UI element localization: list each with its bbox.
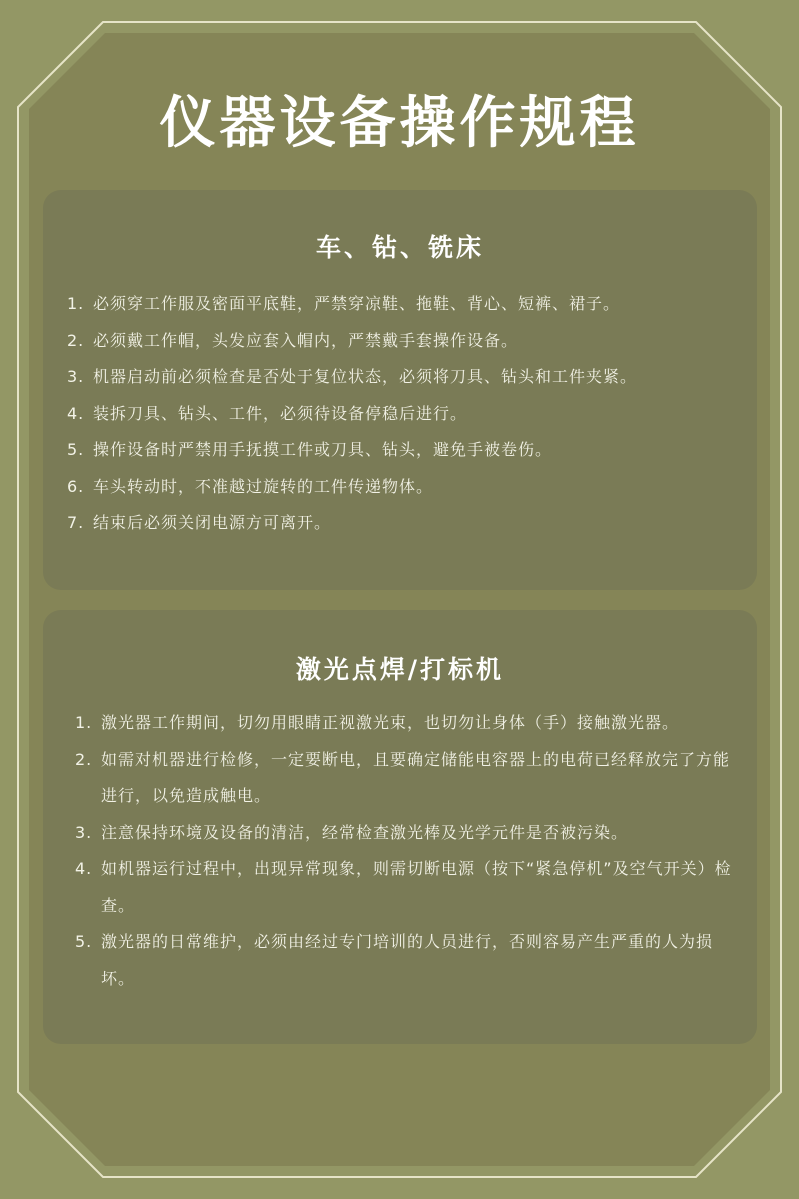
rule-item — [67, 396, 737, 433]
rule-text: 激光器工作期间，切勿用眼睛正视激光束，也切勿让身体（手）接触激光器。 — [101, 713, 680, 732]
rule-item — [67, 505, 737, 542]
rule-item — [75, 705, 740, 742]
rule-number: 6. — [67, 476, 85, 496]
rule-text: 车头转动时，不准越过旋转的工件传递物体。 — [93, 476, 434, 496]
rule-item — [67, 469, 737, 506]
section-heading: 激光点焊/打标机 — [295, 655, 505, 684]
rule-item — [67, 359, 737, 396]
rule-number: 1. — [75, 713, 93, 732]
rule-number: 3. — [75, 822, 93, 842]
rule-item — [67, 323, 737, 360]
rule-number: 7. — [67, 513, 85, 532]
rule-number: 4. — [75, 859, 93, 878]
section-card-lathe — [43, 190, 757, 590]
rule-text: 激光器的日常维护，必须由经过专门培训的人员进行，否则容易产生严重的人为损坏。 — [101, 932, 714, 988]
rule-item — [75, 742, 740, 815]
rule-item — [67, 432, 737, 469]
rule-list — [67, 286, 737, 542]
rule-number: 2. — [75, 749, 93, 769]
rule-item — [75, 851, 740, 924]
rule-text: 必须穿工作服及密面平底鞋，严禁穿凉鞋、拖鞋、背心、短裤、裙子。 — [93, 294, 621, 313]
rule-number: 2. — [67, 330, 85, 350]
rule-text: 机器启动前必须检查是否处于复位状态，必须将刀具、钻头和工件夹紧。 — [93, 367, 638, 386]
rule-item — [75, 815, 740, 852]
rule-number: 5. — [67, 440, 85, 459]
rule-text: 必须戴工作帽，头发应套入帽内，严禁戴手套操作设备。 — [93, 330, 519, 350]
rule-list — [75, 705, 740, 997]
rule-text: 装拆刀具、钻头、工件，必须待设备停稳后进行。 — [93, 403, 468, 423]
rule-item — [75, 924, 740, 997]
section-heading: 车、钻、铣床 — [315, 233, 484, 262]
rule-number: 1. — [67, 294, 85, 313]
rule-text: 注意保持环境及设备的清洁，经常检查激光棒及光学元件是否被污染。 — [101, 822, 629, 842]
rule-item — [67, 286, 737, 323]
rule-text: 结束后必须关闭电源方可离开。 — [93, 513, 332, 532]
rule-text: 操作设备时严禁用手抚摸工件或刀具、钻头，避免手被卷伤。 — [93, 440, 553, 459]
page-title: 仪器设备操作规程 — [159, 90, 640, 156]
rule-number: 3. — [67, 367, 85, 386]
rule-text: 如需对机器进行检修，一定要断电，且要确定储能电容器上的电荷已经释放完了方能进行，以免造成触电。 — [101, 749, 731, 805]
rule-text: 如机器运行过程中，出现异常现象，则需切断电源（按下“紧急停机”及空气开关）检查。 — [101, 859, 732, 915]
rule-number: 4. — [67, 403, 85, 423]
section-card-laser — [43, 610, 757, 1044]
rule-number: 5. — [75, 932, 93, 951]
